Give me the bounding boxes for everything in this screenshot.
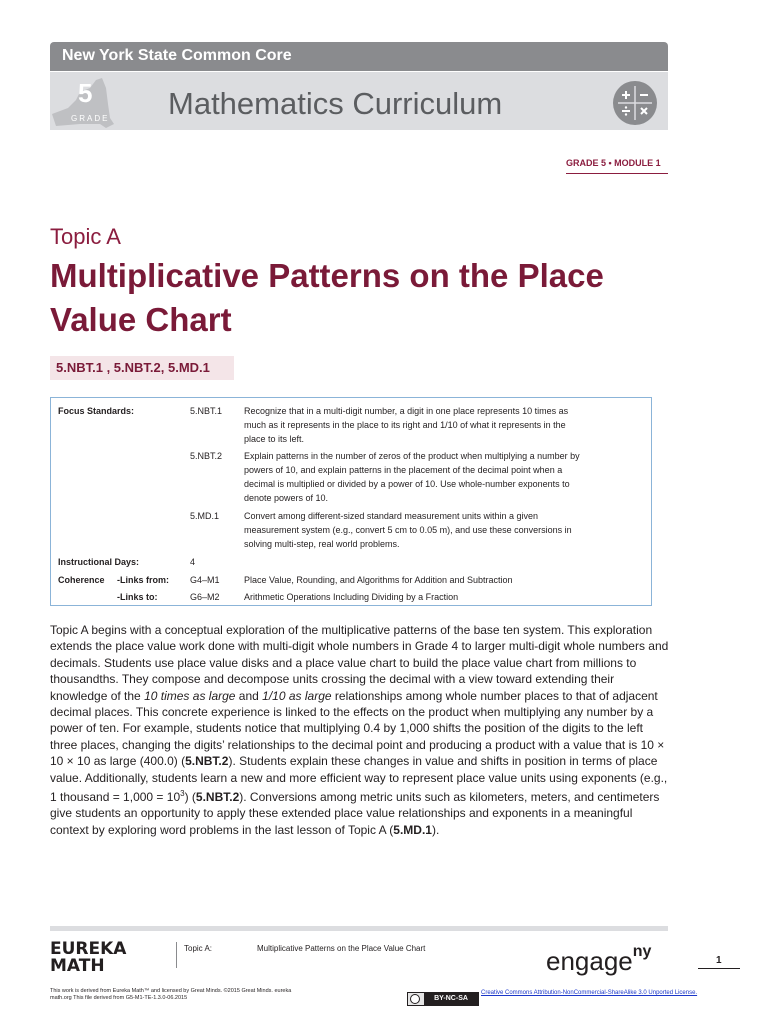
- standard-code: 5.MD.1: [190, 511, 220, 521]
- instructional-days-label: Instructional Days:: [58, 557, 140, 567]
- standard-reference: 5.NBT.2: [195, 790, 240, 805]
- italic-phrase: 1/10 as large: [262, 688, 332, 703]
- curriculum-title: Mathematics Curriculum: [168, 86, 503, 121]
- license-link[interactable]: Creative Commons Attribution-NonCommercial-ShareAlike 3.0 Unported License.: [481, 990, 698, 996]
- description-line: solving multi-step, real world problems.: [244, 539, 400, 549]
- footer-topic-title: Multiplicative Patterns on the Place Value Chart: [257, 944, 426, 953]
- engage-word: engage: [546, 946, 633, 976]
- legal-line-2: math.org This file derived from G5-M1-TE-1.3.0-06.2015: [50, 995, 188, 1001]
- text-run: ).: [431, 822, 440, 837]
- focus-standards-label: Focus Standards:: [58, 406, 135, 416]
- description-line: powers of 10, and explain patterns in the placement of the decimal point when a: [244, 465, 563, 475]
- topic-overview-paragraph: [50, 622, 670, 838]
- engageny-logo: [546, 943, 652, 977]
- description-line: measurement system (e.g., convert 5 cm to 0.05 m), and use these conversions in: [244, 525, 572, 535]
- description-line: denote powers of 10.: [244, 493, 329, 503]
- grade-number: 5: [78, 78, 93, 108]
- footer-divider-bar: [50, 926, 668, 931]
- description-line: Explain patterns in the number of zeros of the product when multiplying a number by: [244, 451, 580, 461]
- links-to-code: G6–M2: [190, 592, 220, 602]
- italic-phrase: 10 times as large: [144, 688, 236, 703]
- standard-code: 5.NBT.2: [190, 451, 223, 461]
- focus-standards-table: [50, 397, 652, 606]
- description-line: Recognize that in a multi-digit number, a digit in one place represents 10 times as: [244, 406, 569, 416]
- cc-badge-label: BY-NC-SA: [424, 993, 478, 1005]
- header-top-bar: [50, 42, 668, 71]
- topic-title: [50, 254, 690, 342]
- standard-description: [244, 509, 644, 551]
- text-run: Topic A begins with a conceptual exploration of the multiplicative patterns of the base ten system. This exploration extends the place value work done with multi-digit whole numbers in Grade 4 to larger multi-digit whole numbers and decimals. Students use place value disks and a place value chart to build the place value chart from millions to thousandths. They compose and decompose units crossing the decimal with a view toward extending their knowledge of the: [50, 623, 669, 703]
- math-operations-icon: [612, 80, 658, 126]
- creative-commons-badge[interactable]: [407, 992, 479, 1006]
- instructional-days-value: 4: [190, 557, 196, 567]
- text-run: relationships among whole number places to that of adjacent decimal places. This concrete experience is linked to the effects on the product when multiplying any number by a power of ten. For example, students notice that multiplying 0.4 by 1,000 shifts the position of the digits to the left three places, changing the digits’ relationships to the decimal point and producing a product with a value that is 10 × 10 × 10 as large (400.0) (: [50, 688, 665, 769]
- text-run: ). Conversions among metric units such as kilometers, meters, and centimeters give students an opportunity to apply these extended place value relationships and exponents in a meaningful context by exploring word problems in the last lesson of Topic A (: [50, 790, 660, 837]
- links-from-code: G4–M1: [190, 575, 220, 585]
- text-run: ). Students explain these changes in value and shifts in position in terms of place value. Additionally, students learn a new and more efficient way to represent place value units using exponents (e.g., 1 thousand = 1,000 = 10: [50, 754, 668, 805]
- topic-standards: 5.NBT.1 , 5.NBT.2, 5.MD.1: [50, 356, 234, 380]
- engage-ny: ny: [632, 943, 652, 961]
- footer-vertical-divider: [176, 942, 177, 968]
- page-number-underline: [698, 968, 740, 969]
- footer-topic-label: Topic A:: [184, 944, 213, 953]
- links-to-text: Arithmetic Operations Including Dividing by a Fraction: [244, 592, 459, 602]
- topic-title-line-2: Value Chart: [50, 301, 232, 338]
- standard-reference: 5.NBT.2: [185, 754, 229, 769]
- text-run: and: [235, 688, 263, 703]
- module-tag-underline: [566, 173, 668, 174]
- links-from-text: Place Value, Rounding, and Algorithms for Addition and Subtraction: [244, 575, 513, 585]
- module-tag: GRADE 5 • MODULE 1: [566, 158, 661, 168]
- grade-word: GRADE: [71, 114, 110, 123]
- standard-description: [244, 449, 644, 505]
- topic-label: Topic A: [50, 224, 121, 249]
- standard-code: 5.NBT.1: [190, 406, 223, 416]
- text-run: ) (: [184, 790, 196, 805]
- description-line: decimal is multiplied or divided by a power of 10. Use whole-number exponents to: [244, 479, 570, 489]
- exponent: 3: [180, 789, 185, 799]
- page-number: 1: [716, 955, 722, 966]
- standard-description: [244, 404, 644, 446]
- links-to-label: -Links to:: [117, 592, 158, 602]
- logo-line-1: EUREKA: [50, 939, 127, 959]
- cc-icon: [410, 994, 420, 1004]
- legal-notice: [50, 988, 370, 1002]
- coherence-label: Coherence: [58, 575, 105, 585]
- logo-line-2: MATH: [50, 956, 105, 976]
- state-title: New York State Common Core: [62, 47, 292, 64]
- eureka-math-logo: [50, 941, 126, 975]
- legal-line-1: This work is derived from Eureka Math™ and licensed by Great Minds. ©2015 Great Minds. eureka: [50, 988, 292, 994]
- description-line: place to its left.: [244, 434, 305, 444]
- topic-title-line-1: Multiplicative Patterns on the Place: [50, 257, 604, 294]
- standard-reference: 5.MD.1: [393, 822, 432, 837]
- description-line: Convert among different-sized standard measurement units within a given: [244, 511, 538, 521]
- links-from-label: -Links from:: [117, 575, 170, 585]
- description-line: much as it represents in the place to its right and 1/10 of what it represents in the: [244, 420, 566, 430]
